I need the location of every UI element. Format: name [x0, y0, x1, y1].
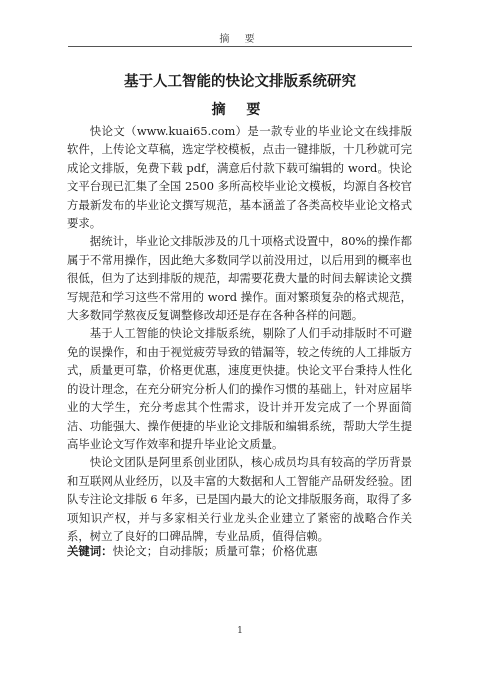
- abstract-paragraph-4: 快论文团队是阿里系创业团队，核心成员均具有较高的学历背景和互联网从业经历，以及丰富的大数据和人工智能产品研发经验。团队专注论文排版 6 年多，已是国内最大的论文排版服务商，取得了多项知识产权，并与多家相关行业龙头企业建立了紧密的战略合作关系，树立了良好的口碑品牌，专业品质，值得信赖。: [67, 455, 412, 543]
- document-title: 基于人工智能的快论文排版系统研究: [124, 74, 356, 90]
- keywords-text: 快论文；自动排版；质量可靠；价格优惠: [112, 544, 318, 558]
- keywords-label: 关键词：: [67, 544, 113, 558]
- abstract-heading: 摘 要: [211, 102, 269, 118]
- abstract-paragraph-2: 据统计，毕业论文排版涉及的几十项格式设置中，80%的操作都属于不常用操作，因此绝大多数同学以前没用过，以后用到的概率也很低，但为了达到排版的规范，却需要花费大量的时间去解读论文撰写规范和学习这些不常用的 word 操作。面对繁琐复杂的格式规范，大多数同学熬夜反复调整修改却还是存在各种各样的问题。: [67, 234, 412, 323]
- abstract-paragraph-3: 基于人工智能的快论文排版系统，剔除了人们手动排版时不可避免的误操作，和由于视觉疲劳导致的错漏等，较之传统的人工排版方式，质量更可靠，价格更优惠，速度更快捷。快论文平台秉持人性化的设计理念，在充分研究分析人们的操作习惯的基础上，针对应届毕业的大学生，充分考虑其个性需求，设计并开发完成了一个界面简洁、功能强大、操作便捷的毕业论文排版和编辑系统，帮助大学生提高毕业论文写作效率和提升毕业论文质量。: [67, 326, 412, 451]
- keywords-line: [67, 542, 412, 560]
- abstract-paragraph-1: 快论文（www.kuai65.com）是一款专业的毕业论文在线排版软件，上传论文草稿，选定学校模板，点击一键排版，十几秒就可完成论文排版，免费下载 pdf，满意后付款下载可编辑的 word。快论文平台现已汇集了全国 2500 多所高校毕业论文模板，均源自各校官方最新发布的毕业论文撰写规范，基本涵盖了各类高校毕业论文格式要求。: [67, 124, 412, 231]
- abstract-body: [67, 122, 412, 545]
- header-rule: [68, 46, 412, 47]
- running-header: 摘 要: [219, 34, 261, 45]
- page-number: 1: [237, 626, 243, 636]
